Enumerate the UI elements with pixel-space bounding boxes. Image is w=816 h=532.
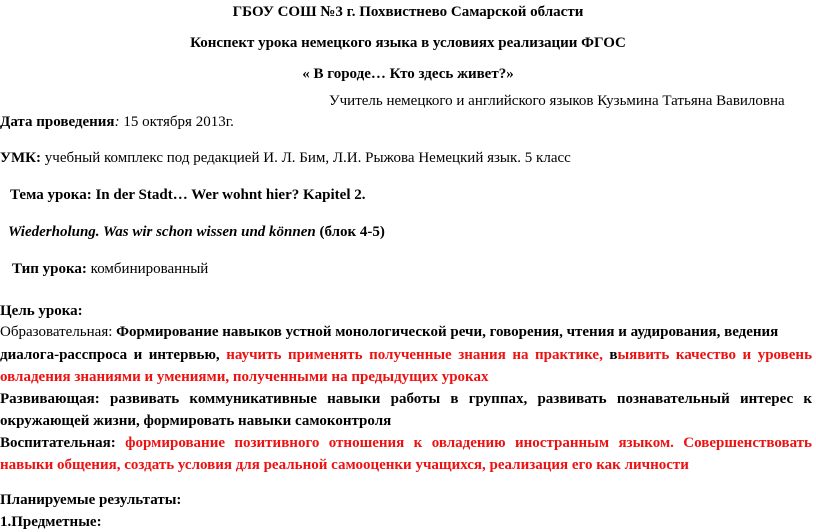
educational-highlight-1: научить применять полученные знания на практике, [226, 347, 603, 363]
lesson-topic-heading: « В городе… Кто здесь живет?» [302, 66, 514, 82]
educational-goal-line-1 [0, 322, 816, 342]
lesson-topic-label: Тема урока: [10, 187, 92, 203]
subtopic-block: (блок 4-5) [315, 224, 385, 240]
school-name: ГБОУ СОШ №3 г. Похвистнево Самарской области [232, 4, 584, 20]
upbringing-label: Воспитательная: [0, 435, 116, 451]
date-label: Дата проведения [0, 114, 115, 130]
subject-results-heading: 1.Предметные: [0, 514, 102, 530]
educational-goal-line-3: овладения знаниями и умениями, полученными на предыдущих уроках [0, 369, 489, 385]
educational-label: Образовательная: [0, 324, 117, 340]
lesson-type-line [12, 259, 208, 279]
date-line [0, 112, 234, 132]
educational-text-1: Формирование навыков устной монологической речи, говорения, чтения и аудирования, ведения [116, 324, 779, 340]
umk-line [0, 148, 571, 168]
date-colon: : [114, 114, 120, 130]
subtopic-line [8, 222, 385, 242]
subtopic-italic: Wiederholung. Was wir schon wissen und können [8, 224, 316, 240]
educational-goal-line-2 [0, 345, 812, 365]
developing-goal-line-1 [0, 389, 812, 409]
developing-text-1: развивать коммуникативные навыки работы в группах, развивать познавательный интерес к [99, 391, 812, 407]
results-heading: Планируемые результаты: [0, 492, 182, 508]
date-value: 15 октября 2013г. [123, 114, 234, 130]
upbringing-goal-line-2: навыки общения, создать условия для реальной самооценки учащихся, реализация его как личности [0, 457, 689, 473]
lesson-topic-line [10, 185, 366, 205]
upbringing-text-1: формирование позитивного отношения к овладению иностранным языком. Совершенствовать [115, 435, 812, 451]
lesson-type-value: комбинированный [86, 261, 209, 277]
educational-text-3: в [602, 347, 618, 363]
goals-heading: Цель урока: [0, 303, 83, 319]
umk-label: УМК: [0, 150, 42, 166]
teacher-line: Учитель немецкого и английского языков Кузьмина Татьяна Вавиловна [329, 93, 785, 109]
upbringing-goal-line-1 [0, 433, 812, 453]
lesson-type-label: Тип урока: [12, 261, 87, 277]
lesson-topic-value: In der Stadt… Wer wohnt hier? Kapitel 2. [91, 187, 366, 203]
developing-label: Развивающая: [0, 391, 100, 407]
umk-value: учебный комплекс под редакцией И. Л. Бим, Л.И. Рыжова Немецкий язык. 5 класс [41, 150, 571, 166]
developing-goal-line-2: окружающей жизни, формировать навыки самоконтроля [0, 413, 392, 429]
document-title: Конспект урока немецкого языка в условиях реализации ФГОС [190, 35, 626, 51]
educational-highlight-2: ыявить качество и уровень [617, 347, 812, 363]
educational-text-2: диалога-расспроса и интервью, [0, 347, 227, 363]
